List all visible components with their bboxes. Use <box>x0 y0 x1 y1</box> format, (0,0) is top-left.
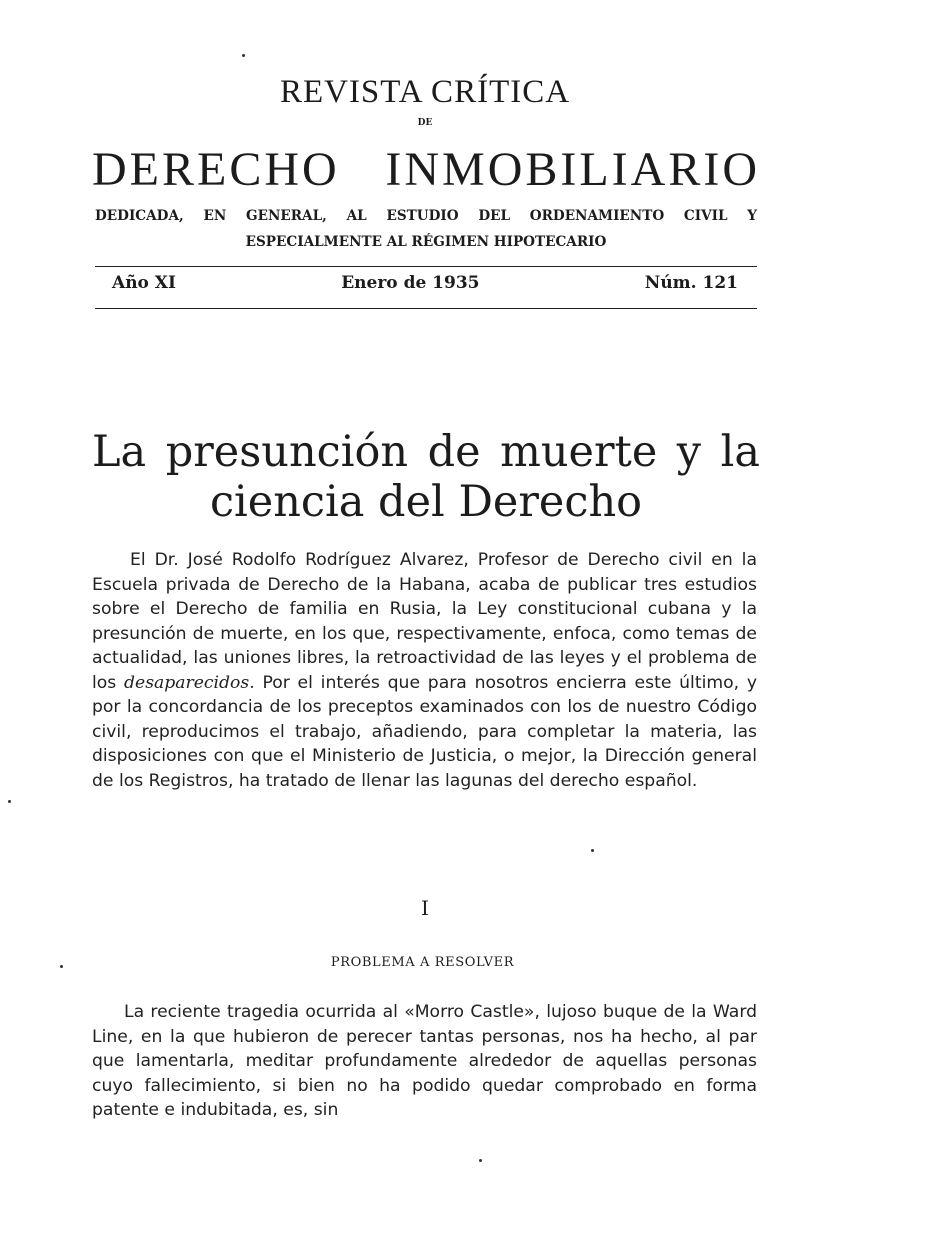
intro-paragraph <box>92 548 757 793</box>
print-speck <box>242 54 245 57</box>
journal-title: REVISTA CRÍTICA <box>279 74 571 110</box>
print-speck <box>8 800 11 803</box>
article-title-line-1: La presunción de muerte y la <box>92 426 760 477</box>
article-title-line-2: ciencia del Derecho <box>209 476 643 527</box>
intro-emphasis: desaparecidos. <box>124 672 255 693</box>
issue-info-row <box>112 273 738 293</box>
section-heading: PROBLEMA A RESOLVER <box>330 955 515 970</box>
print-speck <box>60 965 63 968</box>
intro-text-continued: Por el interés que para nosotros encierra este último, y por la concordancia de los preceptos examinados con los de nuestro Código civil, reproducimos el trabajo, añadiendo, para completar la materia, las disposiciones con que el Ministerio de Justicia, o mejor, la Dirección general de los Registros, ha tratado de llenar las lagunas del derecho español. <box>92 672 758 791</box>
issue-rule-top <box>95 266 757 267</box>
print-speck <box>479 1159 482 1162</box>
issue-number: Núm. 121 <box>644 273 738 293</box>
journal-title-connector: DE <box>417 118 433 128</box>
issue-year: Año XI <box>112 273 176 293</box>
article-title <box>92 427 760 527</box>
intro-text: El Dr. José Rodolfo Rodríguez Alvarez, Profesor de Derecho civil en la Escuela privada de Derecho de la Habana, acaba de publicar tres estudios sobre el Derecho de familia en Rusia, la Ley constitucional cubana y la presunción de muerte, en los que, respectivamente, enfoca, como temas de actualidad, las uniones libres, la retroactividad de las leyes y el problema de los <box>92 550 757 693</box>
journal-dedication: DEDICADA, EN GENERAL, AL ESTUDIO DEL ORDENAMIENTO CIVIL Y ESPECIALMENTE AL RÉGIMEN HIPOTECARIO <box>95 208 757 250</box>
journal-subtitle: DERECHO INMOBILIARIO <box>92 143 760 196</box>
print-speck <box>591 849 594 852</box>
issue-date: Enero de 1935 <box>341 273 480 293</box>
section-paragraph: La reciente tragedia ocurrida al «Morro Castle», lujoso buque de la Ward Line, en la que hubieron de perecer tantas personas, nos ha hecho, al par que lamentarla, meditar profundamente alrededor de aquellas personas cuyo fallecimiento, si bien no ha podido quedar comprobado en forma patente e indubitada, es, sin <box>92 1002 757 1120</box>
section-number: I <box>421 896 429 920</box>
issue-rule-bottom <box>95 308 757 309</box>
